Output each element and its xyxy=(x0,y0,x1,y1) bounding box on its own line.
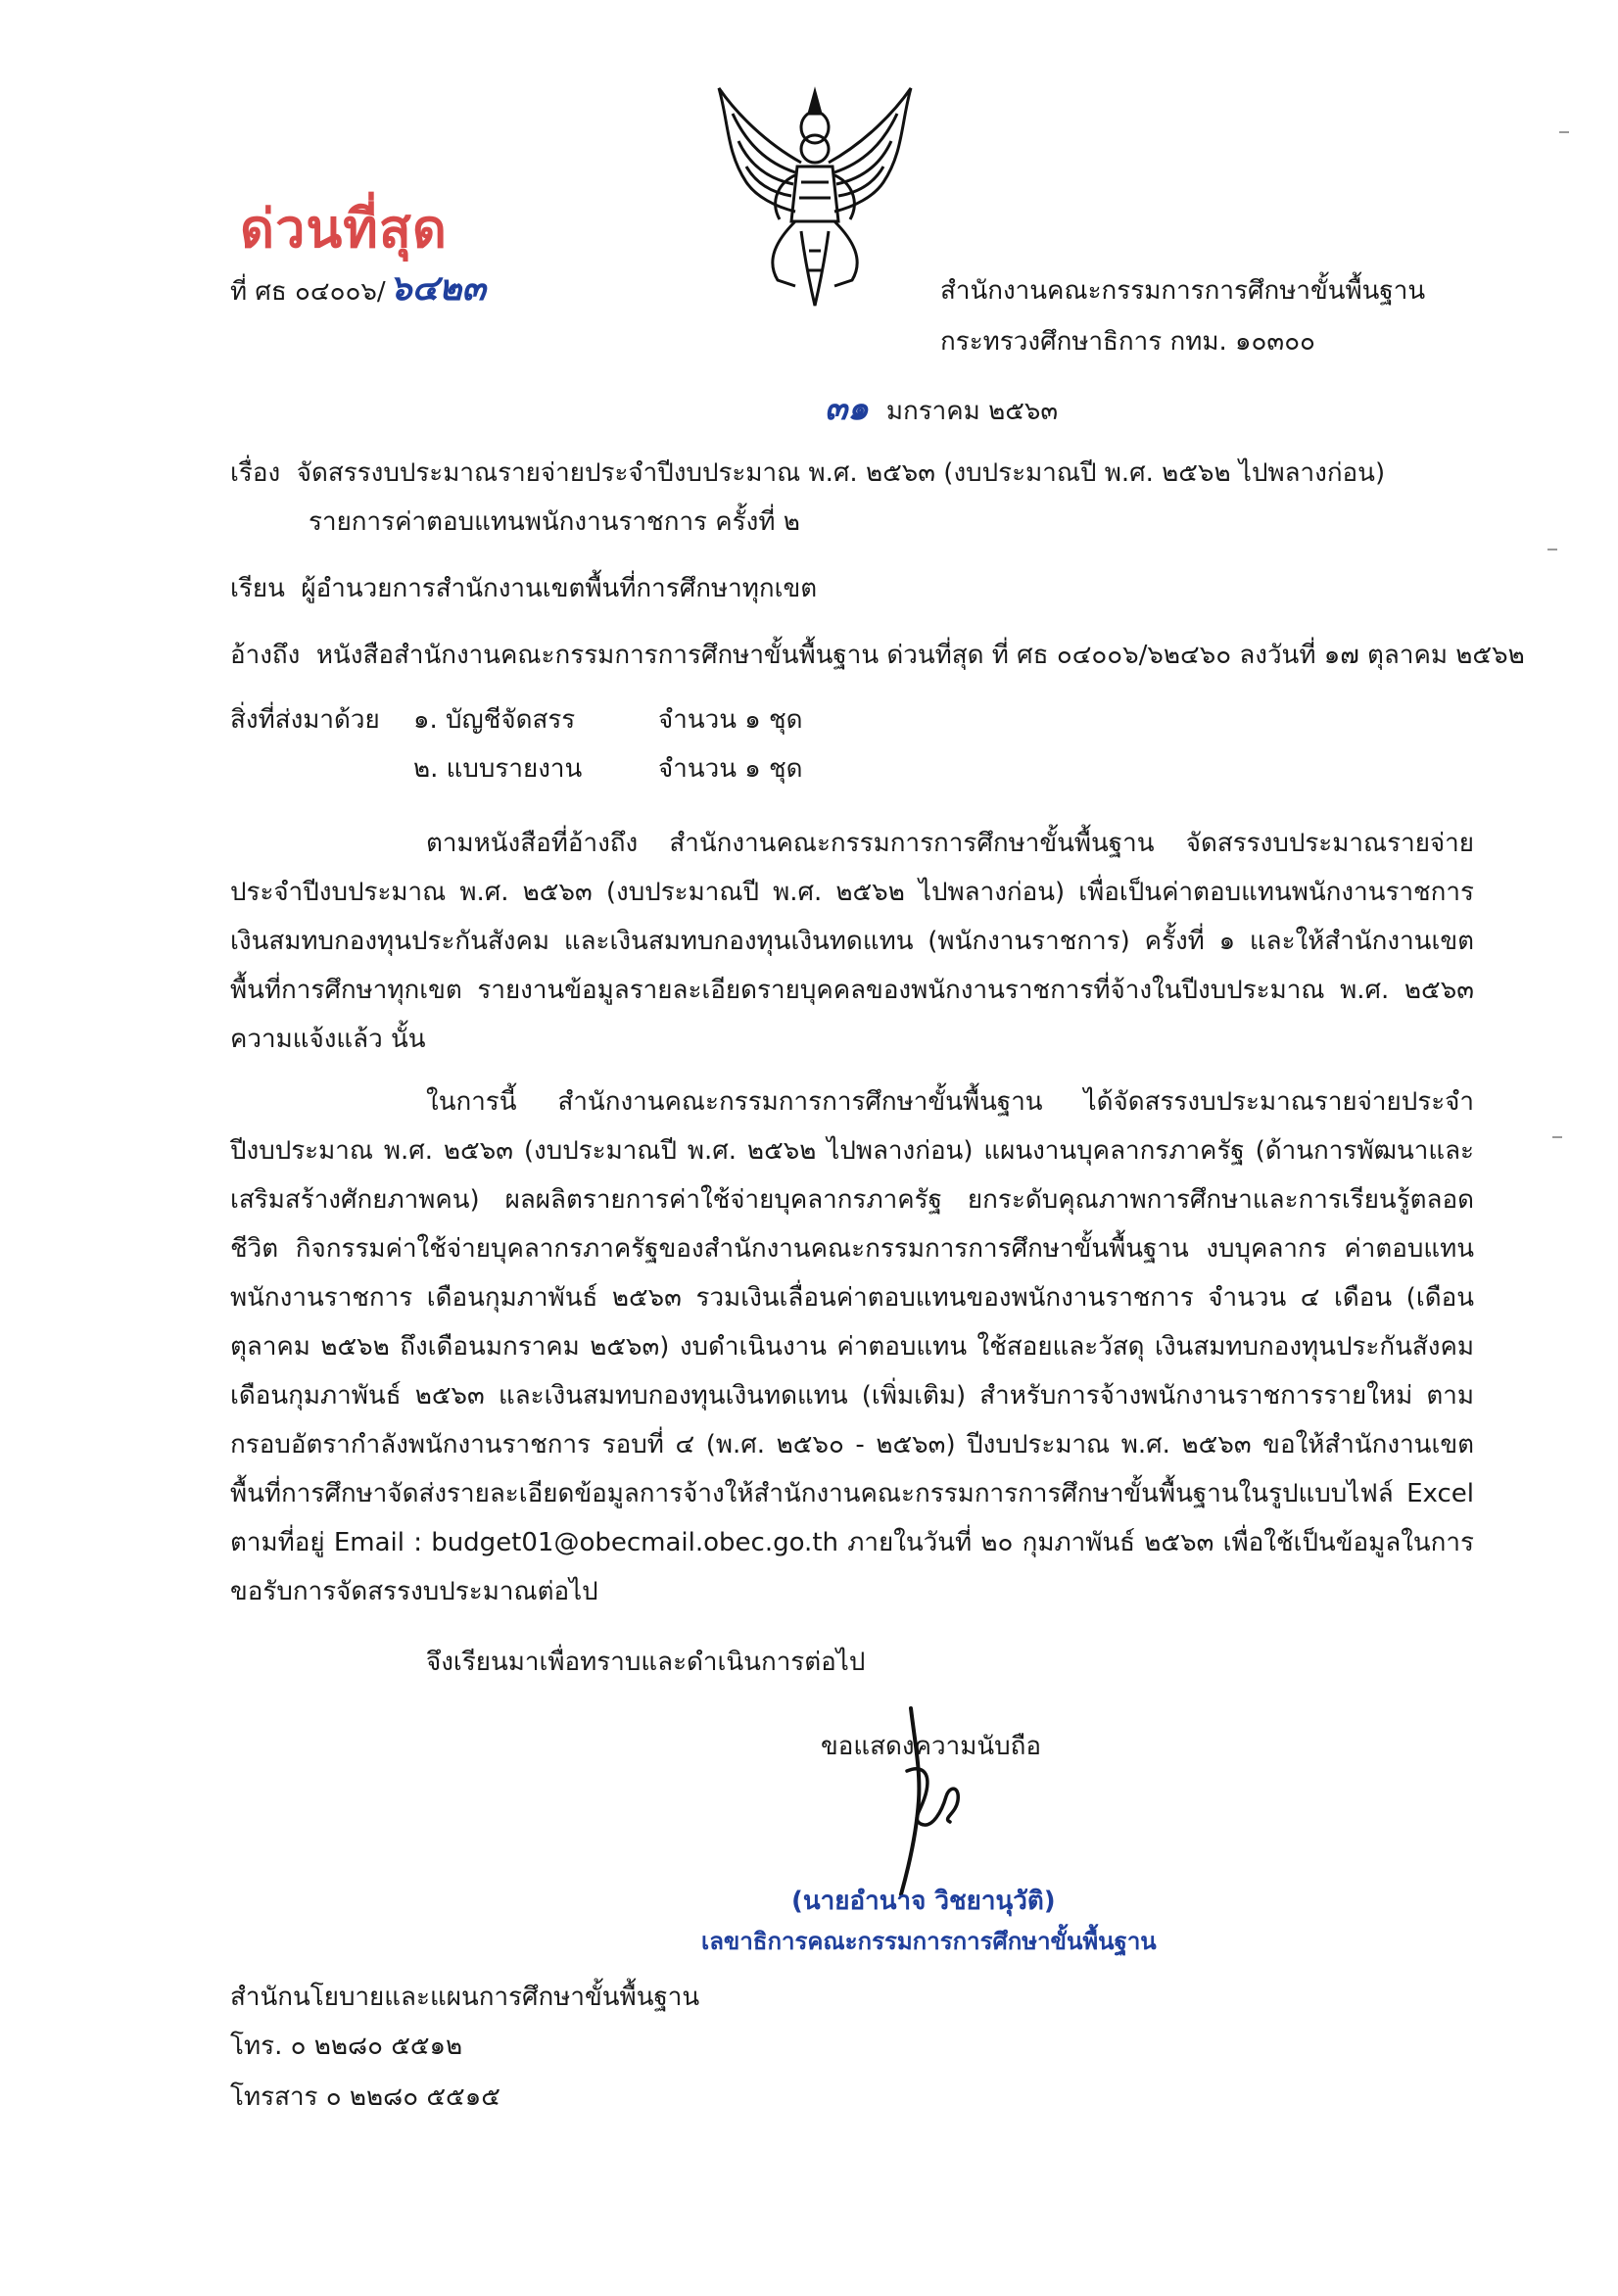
closing-text: จึงเรียนมาเพื่อทราบและดำเนินการต่อไป xyxy=(426,1648,866,1677)
document-number xyxy=(230,268,487,309)
recipient-line xyxy=(230,572,817,605)
enclosure-item-qty: จำนวน ๑ ชุด xyxy=(658,705,803,735)
recipient-text: ผู้อำนวยการสำนักงานเขตพื้นที่การศึกษาทุกเขต xyxy=(301,574,818,603)
date-month-year: มกราคม ๒๕๖๓ xyxy=(885,397,1059,426)
subject-line-1 xyxy=(230,456,1385,490)
enclosure-item-name: ๒. แบบรายงาน xyxy=(413,754,583,784)
document-date xyxy=(825,389,1059,428)
body-paragraph-1 xyxy=(230,819,1474,1064)
signatory-name: (นายอำนาจ วิชยานุวัติ) xyxy=(791,1887,1056,1916)
reference-label: อ้างถึง xyxy=(230,641,301,670)
subject-text-1: จัดสรรงบประมาณรายจ่ายประจำปีงบประมาณ พ.ศ. ๒๕๖๓ (งบประมาณปี พ.ศ. ๒๕๖๒ ไปพลางก่อน) xyxy=(296,458,1386,488)
handwritten-signature-icon xyxy=(881,1702,999,1898)
subject-label: เรื่อง xyxy=(230,458,281,488)
footer-fax: โทรสาร ๐ ๒๒๘๐ ๕๕๑๕ xyxy=(230,2082,500,2112)
signatory-position: เลขาธิการคณะกรรมการการศึกษาขั้นพื้นฐาน xyxy=(701,1928,1157,1955)
recipient-label: เรียน xyxy=(230,574,285,603)
enclosure-item-name: ๑. บัญชีจัดสรร xyxy=(413,705,576,735)
document-number-handwritten: ๖๔๒๓ xyxy=(389,268,487,309)
office-address: กระทรวงศึกษาธิการ กทม. ๑๐๓๐๐ xyxy=(940,327,1315,357)
office-name: สำนักงานคณะกรรมการการศึกษาขั้นพื้นฐาน xyxy=(940,276,1426,306)
scan-mark xyxy=(1547,549,1557,550)
scan-mark xyxy=(1552,1136,1562,1138)
garuda-emblem-icon xyxy=(707,84,923,310)
body-paragraph-2-text: ในการนี้ สำนักงานคณะกรรมการการศึกษาขั้นพื้นฐาน ได้จัดสรรงบประมาณรายจ่ายประจำปีงบประมาณ พ.ศ. ๒๕๖๓ (งบประมาณปี พ.ศ. ๒๕๖๒ ไปพลางก่อน) แผนงานบุคลากรภาครัฐ (ด้านการพัฒนาและเสริมสร้างศักยภาพคน) ผลผลิตรายการค่าใช้จ่ายบุคลากรภาครัฐ ยกระดับคุณภาพการศึกษาและการเรียนรู้ตลอดชีวิต กิจกรรมค่าใช้จ่ายบุคลากรภาครัฐของสำนักงานคณะกรรมการการศึกษาขั้นพื้นฐาน งบบุคลากร ค่าตอบแทนพนักงานราชการ เดือนกุมภาพันธ์ ๒๕๖๓ รวมเงินเลื่อนค่าตอบแทนของพนักงานราชการ จำนวน ๔ เดือน (เดือนตุลาคม ๒๕๖๒ ถึงเดือนมกราคม ๒๕๖๓) งบดำเนินงาน ค่าตอบแทน ใช้สอยและวัสดุ เงินสมทบกองทุนประกันสังคม เดือนกุมภาพันธ์ ๒๕๖๓ และเงินสมทบกองทุนเงินทดแทน (เพิ่มเติม) สำหรับการจ้างพนักงานราชการรายใหม่ ตามกรอบอัตรากำลังพนักงานราชการ รอบที่ ๔ (พ.ศ. ๒๕๖๐ - ๒๕๖๓) ปีงบประมาณ พ.ศ. ๒๕๖๓ ขอให้สำนักงานเขตพื้นที่การศึกษาจัดส่งรายละเอียดข้อมูลการจ้างให้สำนักงานคณะกรรมการการศึกษาขั้นพื้นฐานในรูปแบบไฟล์ Excel ตามที่อยู่ Email : budget01@obecmail.obec.go.th ภายในวันที่ ๒๐ กุมภาพันธ์ ๒๕๖๓ เพื่อใช้เป็นข้อมูลในการขอรับการจัดสรรงบประมาณต่อไป xyxy=(230,1087,1474,1606)
enclosures-label: สิ่งที่ส่งมาด้วย xyxy=(230,705,380,735)
reference-text: หนังสือสำนักงานคณะกรรมการการศึกษาขั้นพื้นฐาน ด่วนที่สุด ที่ ศธ ๐๔๐๐๖/๖๒๔๖๐ ลงวันที่ ๑๗ ตุลาคม ๒๕๖๒ xyxy=(315,641,1525,670)
regards-text: ขอแสดงความนับถือ xyxy=(821,1732,1041,1761)
body-paragraph-1-text: ตามหนังสือที่อ้างถึง สำนักงานคณะกรรมการการศึกษาขั้นพื้นฐาน จัดสรรงบประมาณรายจ่ายประจำปีงบประมาณ พ.ศ. ๒๕๖๓ (งบประมาณปี พ.ศ. ๒๕๖๒ ไปพลางก่อน) เพื่อเป็นค่าตอบแทนพนักงานราชการ เงินสมทบกองทุนประกันสังคม และเงินสมทบกองทุนเงินทดแทน (พนักงานราชการ) ครั้งที่ ๑ และให้สำนักงานเขตพื้นที่การศึกษาทุกเขต รายงานข้อมูลรายละเอียดรายบุคคลของพนักงานราชการที่จ้างในปีงบประมาณ พ.ศ. ๒๕๖๓ ความแจ้งแล้ว นั้น xyxy=(230,829,1474,1054)
footer-division: สำนักนโยบายและแผนการศึกษาขั้นพื้นฐาน xyxy=(230,1983,700,2012)
date-day-handwritten: ๓๑ xyxy=(825,389,869,428)
urgency-stamp: ด่วนที่สุด xyxy=(240,198,448,260)
document-number-prefix: ที่ ศธ ๐๔๐๐๖/ xyxy=(230,277,386,307)
enclosure-item-qty: จำนวน ๑ ชุด xyxy=(658,754,803,784)
footer-telephone: โทร. ๐ ๒๒๘๐ ๕๕๑๒ xyxy=(230,2032,463,2061)
scan-mark xyxy=(1559,131,1569,133)
body-paragraph-2 xyxy=(230,1077,1474,1616)
reference-line xyxy=(230,639,1525,672)
subject-text-2: รายการค่าตอบแทนพนักงานราชการ ครั้งที่ ๒ xyxy=(309,507,800,537)
